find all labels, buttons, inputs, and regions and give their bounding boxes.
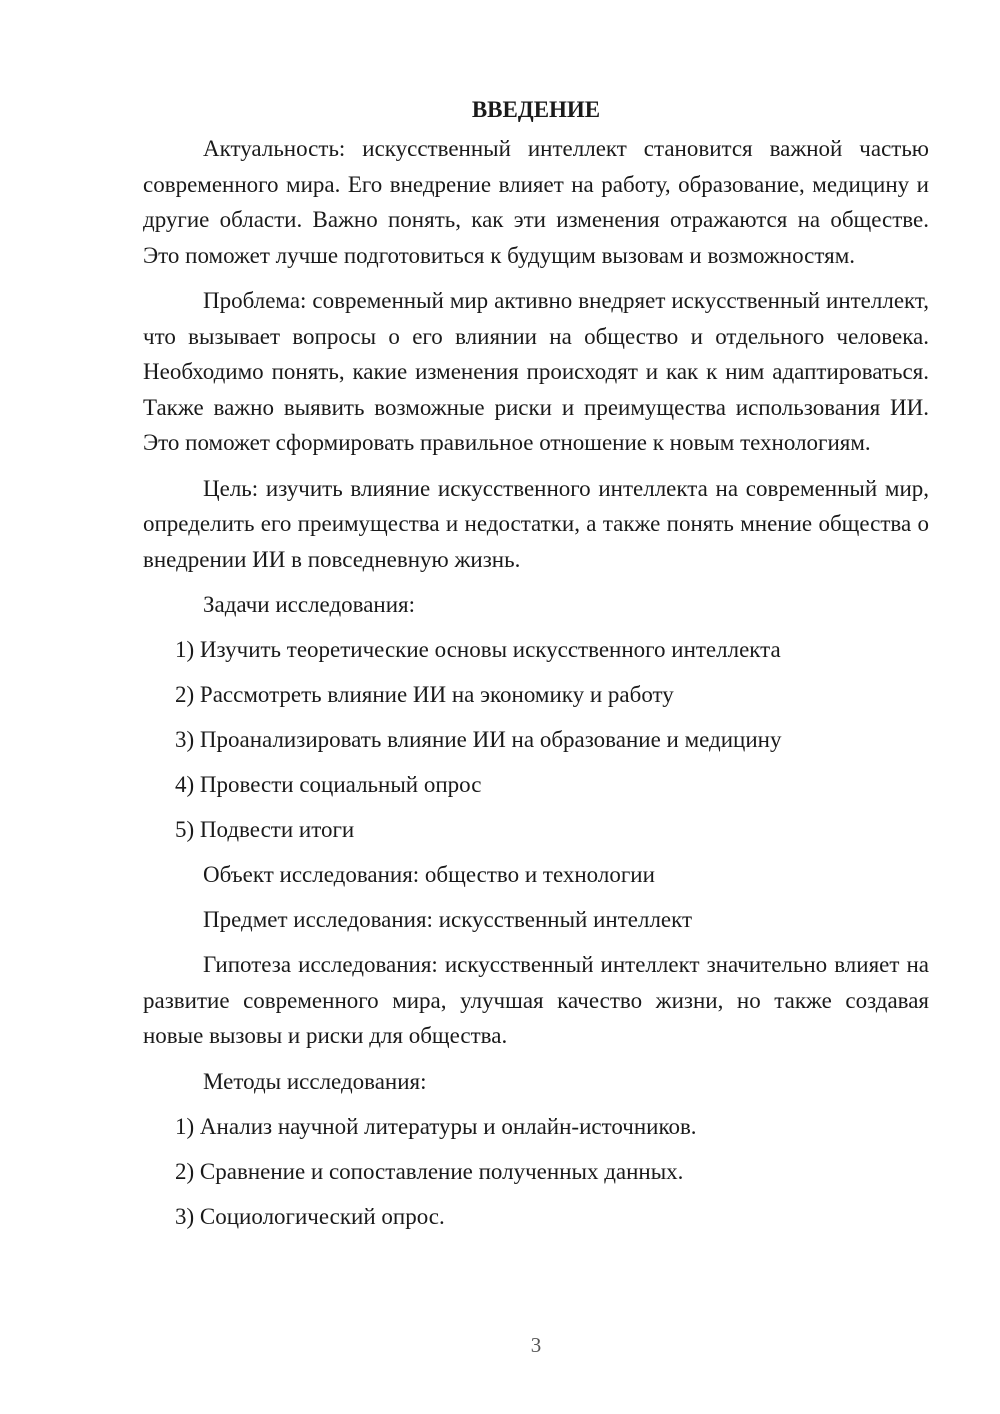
tasks-list [143, 632, 929, 847]
page-title: ВВЕДЕНИЕ [471, 97, 601, 122]
list-item: 2) Рассмотреть влияние ИИ на экономику и работу [175, 682, 674, 707]
research-object: Объект исследования: общество и технологии [203, 862, 655, 887]
goal-paragraph: Цель: изучить влияние искусственного интеллекта на современный мир, определить его преимущества и недостатки, а также понять мнение общества о внедрении ИИ в повседневную жизнь. [143, 475, 929, 572]
list-item: 2) Сравнение и сопоставление полученных данных. [175, 1158, 684, 1184]
hypothesis-paragraph: Гипотеза исследования: искусственный интеллект значительно влияет на развитие современного мира, улучшая качество жизни, но также создавая новые вызовы и риски для общества. [143, 952, 929, 1048]
list-item: 1) Анализ научной литературы и онлайн-источников. [175, 1113, 697, 1139]
list-item: 4) Провести социальный опрос [175, 772, 482, 797]
problem-paragraph: Проблема: современный мир активно внедряет искусственный интеллект, что вызывает вопросы о его влиянии на общество и отдельного человека. Необходимо понять, какие изменения происходят и как к ним адаптироваться. Также важно выявить возможные риски и преимущества использования ИИ. Это поможет сформировать правильное отношение к новым технологиям. [143, 288, 929, 455]
list-item: 1) Изучить теоретические основы искусственного интеллекта [175, 637, 781, 662]
methods-heading: Методы исследования: [203, 1068, 427, 1094]
document-page [143, 92, 929, 1244]
list-item: 5) Подвести итоги [175, 817, 355, 842]
page-number: 3 [530, 1333, 542, 1357]
research-subject: Предмет исследования: искусственный интеллект [203, 907, 693, 932]
list-item: 3) Социологический опрос. [175, 1203, 445, 1229]
list-item: 3) Проанализировать влияние ИИ на образование и медицину [175, 727, 782, 752]
methods-list [143, 1109, 929, 1234]
tasks-heading: Задачи исследования: [203, 592, 416, 617]
relevance-paragraph: Актуальность: искусственный интеллект становится важной частью современного мира. Его внедрение влияет на работу, образование, медицину и другие области. Важно понять, как эти изменения отражаются на обществе. Это поможет лучше подготовиться к будущим вызовам и возможностям. [143, 136, 929, 268]
